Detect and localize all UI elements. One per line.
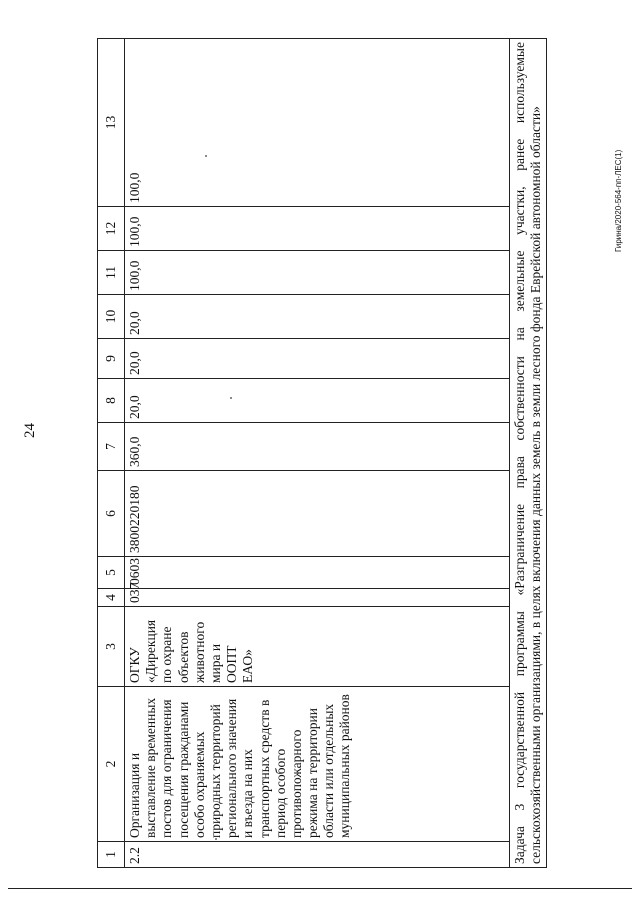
value-cell: 100,0: [125, 251, 510, 295]
table-header-row: [98, 39, 125, 868]
code-cell: 0603: [125, 557, 510, 589]
value-cell: 20,0: [125, 339, 510, 379]
task-heading: Задача 3 государственной программы «Разграничение права собственности на земельные участки, ранее используемые сельскохозяйственными организациями, в целях включения данных земель в земли лесного фонда Еврейской автономной области»: [510, 39, 547, 868]
document-footer-id: Гирина/2020-564-пп-ЛЕС(1): [614, 149, 623, 252]
value-cell: 100,0: [125, 39, 510, 207]
value-cell: 20,0: [125, 379, 510, 423]
executor-cell: ОГКУ «Дирекция по охране объектов животного мира и ООПТ ЕАО»: [125, 607, 510, 687]
header-cell: 5: [98, 557, 125, 589]
program-table: [97, 38, 547, 868]
header-cell: 9: [98, 339, 125, 379]
header-cell: 13: [98, 39, 125, 207]
header-cell: 4: [98, 589, 125, 607]
header-cell: 10: [98, 295, 125, 339]
scan-speck: [205, 155, 207, 157]
header-cell: 1: [98, 842, 125, 868]
code-cell: 037: [125, 589, 510, 607]
table-row: [125, 39, 510, 868]
header-cell: 8: [98, 379, 125, 423]
code-cell: 3800220180: [125, 471, 510, 557]
row-number: 2.2: [125, 842, 510, 868]
scan-speck: [230, 397, 232, 399]
page-number: 24: [22, 423, 38, 438]
task-row: [510, 39, 547, 868]
header-cell: 6: [98, 471, 125, 557]
header-cell: 12: [98, 207, 125, 251]
header-cell: 11: [98, 251, 125, 295]
value-cell: 360,0: [125, 423, 510, 471]
value-cell: 20,0: [125, 295, 510, 339]
scan-speck: [215, 838, 217, 840]
header-cell: 2: [98, 687, 125, 842]
header-cell: 3: [98, 607, 125, 687]
value-cell: 100,0: [125, 207, 510, 251]
page-bottom-rule: [8, 888, 632, 889]
activity-cell: Организация и выставление временных постов для ограничения посещения гражданами особо охраняемых природных территорий регионального значения и въезда на них транспортных средств в период особого противопожарного режима на территории области или отдельных муниципальных районов: [125, 687, 510, 842]
rotated-content: [97, 38, 577, 868]
header-cell: 7: [98, 423, 125, 471]
